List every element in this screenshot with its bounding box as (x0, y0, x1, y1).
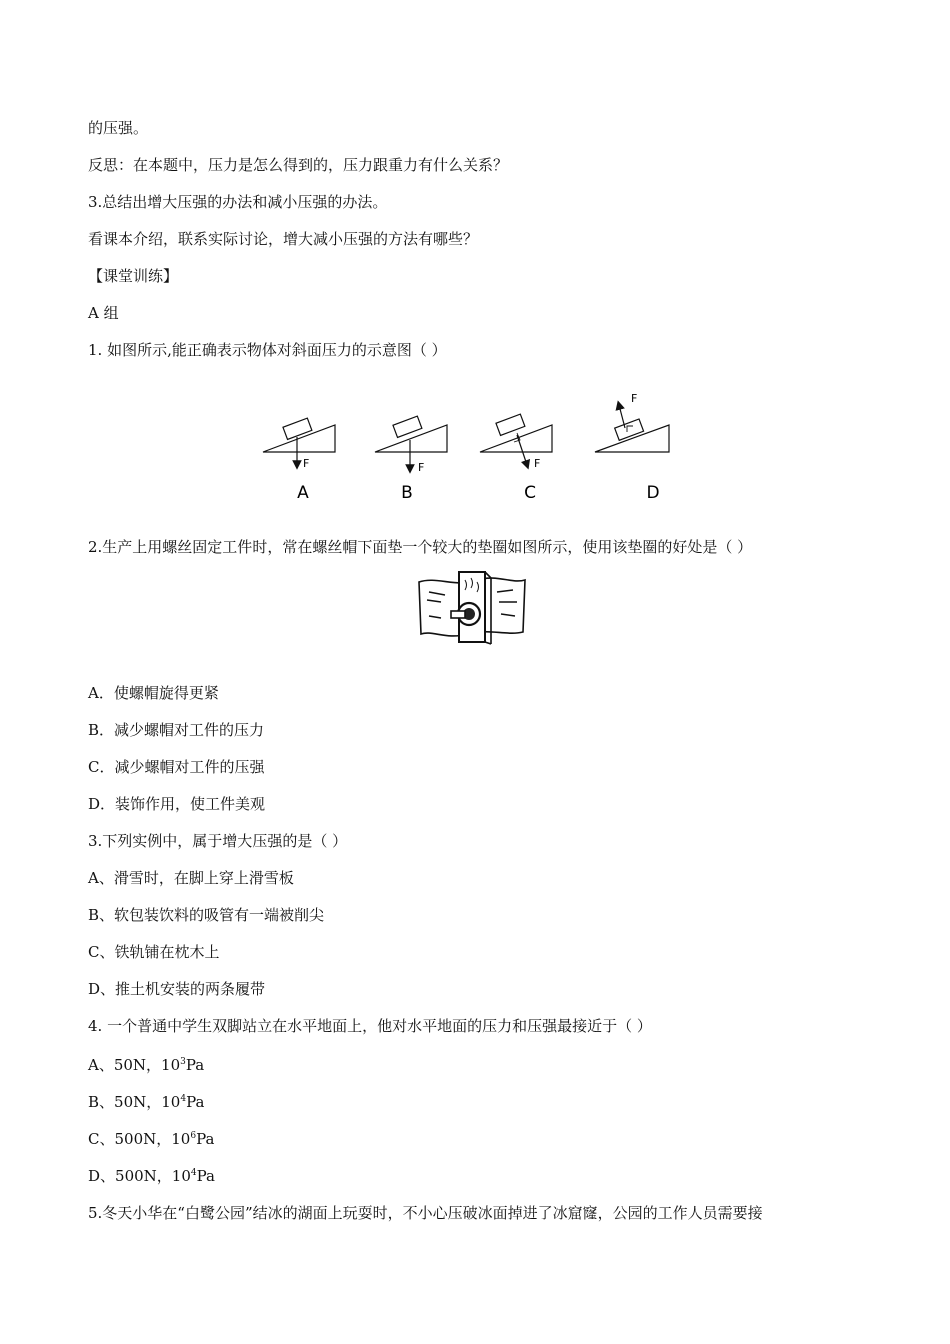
diagram-b (375, 416, 447, 503)
q3-option-a: A、滑雪时，在脚上穿上滑雪板 (88, 869, 294, 887)
reflection-line: 反思：在本题中，压力是怎么得到的，压力跟重力有什么关系？ (88, 156, 509, 174)
incline-force-diagrams (255, 385, 685, 510)
q2-option-b: B．减少螺帽对工件的压力 (88, 721, 265, 739)
washer-screw-figure (417, 570, 527, 645)
diagram-label-a: A (297, 483, 309, 503)
q3-option-c: C、铁轨铺在枕木上 (88, 943, 220, 961)
diagram-label-b: B (401, 483, 413, 503)
question-1-stem: 1. 如图所示,能正确表示物体对斜面压力的示意图（ ） (88, 341, 447, 359)
force-label-a: F (303, 457, 310, 470)
q3-option-b: B、软包装饮料的吸管有一端被削尖 (88, 906, 325, 924)
q4-option-c: C、500N，$10^6Pa$ (88, 1130, 215, 1148)
summary-heading: 3.总结出增大压强的办法和减小压强的办法。 (88, 193, 388, 211)
q4-option-d: D、500N，$10^4Pa$ (88, 1167, 215, 1185)
diagram-d (595, 392, 669, 503)
q4-option-a: A、50N，$10^3Pa$ (88, 1056, 205, 1074)
group-label: A 组 (88, 304, 119, 322)
q4-option-b: B、50N，$10^4Pa$ (88, 1093, 205, 1111)
force-label-b: F (418, 461, 425, 474)
force-label-d: F (631, 392, 638, 405)
diagram-c (480, 414, 552, 503)
q3-option-d: D、推土机安装的两条履带 (88, 980, 266, 998)
diagram-label-c: C (524, 483, 536, 503)
question-2-stem: 2.生产上用螺丝固定工件时，常在螺丝帽下面垫一个较大的垫圈如图所示，使用该垫圈的好处是（ ） (88, 538, 753, 556)
diagram-a (263, 418, 335, 503)
question-5-stem: 5.冬天小华在“白鹭公园”结冰的湖面上玩耍时，不小心压破冰面掉进了冰窟窿，公园的工作人员需要接 (88, 1204, 763, 1222)
q2-option-d: D．装饰作用，使工件美观 (88, 795, 266, 813)
text-line-1: 的压强。 (88, 119, 149, 137)
discussion-line: 看课本介绍，联系实际讨论，增大减小压强的方法有哪些？ (88, 230, 479, 248)
q2-option-c: C．减少螺帽对工件的压强 (88, 758, 265, 776)
question-3-stem: 3.下列实例中，属于增大压强的是（ ） (88, 832, 348, 850)
question-4-stem: 4. 一个普通中学生双脚站立在水平地面上，他对水平地面的压力和压强最接近于（ ） (88, 1017, 652, 1035)
q2-option-a: A．使螺帽旋得更紧 (88, 684, 219, 702)
force-label-c: F (534, 457, 541, 470)
section-heading: 【课堂训练】 (88, 267, 179, 285)
diagram-label-d: D (646, 483, 660, 503)
